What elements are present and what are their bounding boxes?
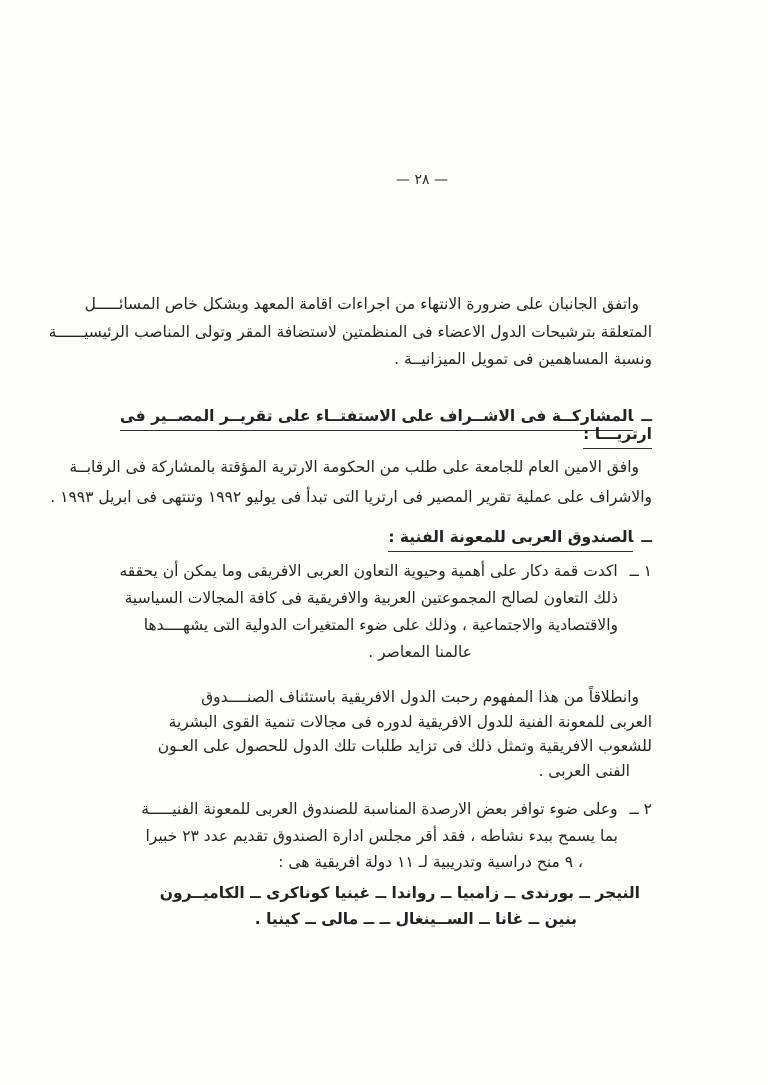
item-number: ٢ ــ [629,800,652,818]
text-line: والاشراف على عملية تقرير المصير فى ارتريا التى تبدأ فى يوليو ١٩٩٢ وتنتهى فى ابريل ١٩٩٣ . [50,488,652,506]
heading-text: المشاركــة فى الاشــراف على الاستفتــاء على تقريــر المصــير فى ارتريـــا : [120,407,652,449]
text-line: وافق الامين العام للجامعة على طلب من الحكومة الارترية المؤقتة بالمشاركة فى الرقابــة [69,458,639,476]
text-line: المتعلقة بترشيحات الدول الاعضاء فى المنظمتين لاستضافة المقر وتولى المناصب الرئيسيــــــة [48,322,652,341]
text-line: للشعوب الافريقية وتمثل ذلك فى تزايد طلبات تلك الدول للحصول على العـون [157,737,652,755]
text-line: بنين ــ غانا ــ الســينغال ــ ــ مالى ــ كينيا . [254,909,577,928]
heading-dash: ــ [641,528,652,546]
text-line: عالمنا المعاصر . [368,643,472,661]
numbered-item-fund-activities [118,796,652,876]
section-heading-eritrea-referendum [118,407,652,443]
african-countries-list [118,881,652,932]
page-number: — ٢٨ — [396,172,448,188]
item-text: اكدت قمة دكار على أهمية وحيوية التعاون العربى الافريقى وما يمكن أن يحققه [119,562,618,580]
numbered-item-dakar-summit [118,558,652,666]
text-line: والاقتصادية والاجتماعية ، وذلك على ضوء المتغيرات الدولية التى يشهــــدها [143,616,618,634]
text-line: واتفق الجانبان على ضرورة الانتهاء من اجراءات اقامة المعهد وبشكل خاص المسائـــــل [84,295,639,313]
section-heading-arab-technical-fund [118,528,652,546]
paragraph-institute-arrangements [48,291,652,374]
text-line [118,796,652,823]
item-number: ١ ــ [629,562,652,580]
text-line: النيجر ــ بورندى ــ زامبيا ــ رواندا ــ غينيا كوناكرى ــ الكاميــرون [159,884,640,902]
heading-dash: ــ [641,407,652,425]
paragraph-referendum-supervision [50,452,652,512]
text-line: ذلك التعاون لصالح المجموعتين العربية والافريقية فى كافة المجالات السياسية [124,589,618,607]
text-line: العربى للمعونة الفنية للدول الافريقية لدوره فى مجالات تنمية القوى البشرية [168,712,652,731]
text-line: الفنى العربى . [538,761,630,780]
item-text: وعلى ضوء توافر بعض الارصدة المناسبة للصندوق العربى للمعونة الفنيـــــة [141,800,618,818]
text-line: ، ٩ منح دراسية وتدريبية لـ ١١ دولة افريقية هى : [278,853,583,871]
heading-text: الصندوق العربى للمعونة الفنية : [388,528,633,552]
text-line: بما يسمح ببدء نشاطه ، فقد أقر مجلس ادارة الصندوق تقديم عدد ٢٣ خبيرا [145,826,618,845]
paragraph-fund-role [118,685,652,783]
text-line: وانطلاقاً من هذا المفهوم رحبت الدول الافريقية باستئناف الصنــــدوق [201,688,639,706]
text-line [118,558,652,585]
text-line: ونسبة المساهمين فى تمويل الميزانيــة . [394,350,652,368]
